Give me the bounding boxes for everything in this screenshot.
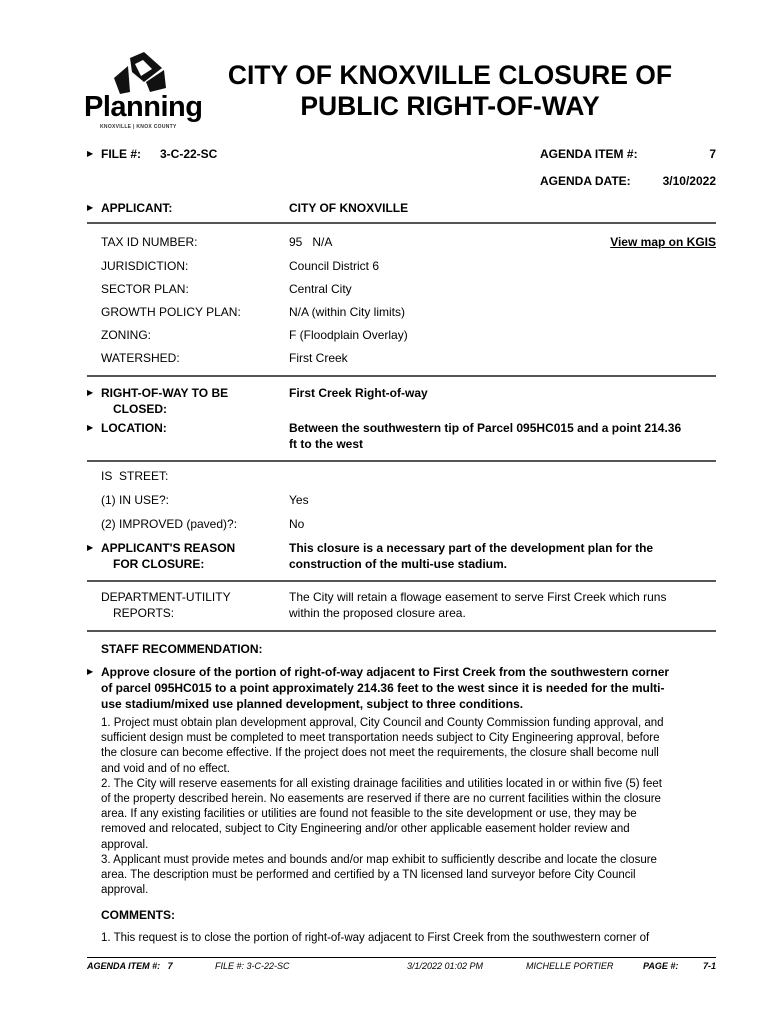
growth-policy-value: N/A (within City limits) <box>289 305 406 319</box>
in-use-label: (1) IN USE?: <box>101 493 170 507</box>
footer-rule <box>87 957 716 958</box>
bullet-arrow-icon: ▶ <box>87 423 94 432</box>
improved-label: (2) IMPROVED (paved)?: <box>101 517 238 531</box>
footer-page-value: 7-1 <box>702 961 716 971</box>
condition-line: area. The description must be performed and certified by a TN licensed land surveyor before City Council <box>101 869 636 882</box>
agenda-item-value: 7 <box>709 147 716 161</box>
footer-file: FILE #: 3-C-22-SC <box>215 961 290 971</box>
bullet-arrow-icon: ▶ <box>87 667 94 676</box>
footer-page-label: PAGE #: <box>643 961 679 971</box>
recommendation-line: Approve closure of the portion of right-of-way adjacent to First Creek from the southwestern corner <box>101 665 670 679</box>
condition-line: sufficient design must be completed to meet transportation needs subject to City Engineering approval, before <box>101 732 660 745</box>
improved-value: No <box>289 517 305 531</box>
watershed-label: WATERSHED: <box>101 351 180 365</box>
page-title <box>200 60 700 122</box>
condition-line: removed and relocated, subject to City Engineering and/or other applicable easement holder review and <box>101 823 630 836</box>
condition-line: and void and of no effect. <box>101 762 230 775</box>
bullet-arrow-icon: ▶ <box>87 203 94 212</box>
reason-value-1: This closure is a necessary part of the development plan for the <box>289 541 654 555</box>
recommendation-line: of parcel 095HC015 to a point approximately 214.36 feet to the west since it is needed for the multi- <box>101 681 665 695</box>
agenda-item-label: AGENDA ITEM #: <box>540 147 638 161</box>
bullet-arrow-icon: ▶ <box>87 543 94 552</box>
growth-policy-label: GROWTH POLICY PLAN: <box>101 305 241 319</box>
row-closed-label-2: CLOSED: <box>113 402 167 416</box>
row-closed-value: First Creek Right-of-way <box>289 386 428 400</box>
dept-value-2: within the proposed closure area. <box>289 606 466 620</box>
logo-subtitle: KNOXVILLE | KNOX COUNTY <box>100 124 177 130</box>
file-value: 3-C-22-SC <box>160 147 218 161</box>
bullet-arrow-icon: ▶ <box>87 149 94 158</box>
condition-line: approval. <box>101 838 149 851</box>
condition-line: of the property described herein. No easements are reserved if there are no current facilities within the closure <box>101 793 661 806</box>
reason-label-1: APPLICANT'S REASON <box>101 541 236 555</box>
condition-line: 1. Project must obtain plan development approval, City Council and County Commission funding approval, and <box>101 717 664 729</box>
jurisdiction-value: Council District 6 <box>289 259 380 273</box>
dept-value-1: The City will retain a flowage easement to serve First Creek which runs <box>289 590 667 604</box>
condition-line: 3. Applicant must provide metes and bounds and/or map exhibit to sufficiently describe and locate the closure <box>101 853 657 866</box>
dept-label-1: DEPARTMENT-UTILITY <box>101 590 231 604</box>
footer-datetime: 3/1/2022 01:02 PM <box>407 961 484 971</box>
location-label: LOCATION: <box>101 421 167 435</box>
location-value-1: Between the southwestern tip of Parcel 095HC015 and a point 214.36 <box>289 421 682 435</box>
applicant-value: CITY OF KNOXVILLE <box>289 201 409 215</box>
file-label: FILE #: <box>101 147 142 161</box>
divider <box>87 630 716 632</box>
sector-plan-label: SECTOR PLAN: <box>101 282 189 296</box>
jurisdiction-label: JURISDICTION: <box>101 259 189 273</box>
agenda-date-value: 3/10/2022 <box>662 174 716 188</box>
dept-label-2: REPORTS: <box>113 606 175 620</box>
recommendation-line: use stadium/mixed use planned development, subject to three conditions. <box>101 697 524 711</box>
divider <box>87 375 716 377</box>
divider <box>87 460 716 462</box>
reason-value-2: construction of the multi-use stadium. <box>289 557 508 571</box>
bullet-arrow-icon: ▶ <box>87 388 94 397</box>
in-use-value: Yes <box>289 493 309 507</box>
zoning-label: ZONING: <box>101 328 151 342</box>
divider <box>87 580 716 582</box>
applicant-label: APPLICANT: <box>101 201 173 215</box>
zoning-value: F (Floodplain Overlay) <box>289 328 408 342</box>
staff-recommendation-heading: STAFF RECOMMENDATION: <box>101 642 263 656</box>
comment-line: 1. This request is to close the portion of right-of-way adjacent to First Creek from the southwestern corner of <box>101 932 650 944</box>
condition-line: the closure can become effective. If the project does not meet the requirements, the closure shall become null <box>101 747 659 760</box>
sector-plan-value: Central City <box>289 282 352 296</box>
location-value-2: ft to the west <box>289 437 363 451</box>
planning-logo <box>84 52 203 132</box>
condition-line: 2. The City will reserve easements for all existing drainage facilities and utilities located in or within five (5) feet <box>101 777 662 790</box>
row-closed-label-1: RIGHT-OF-WAY TO BE <box>101 386 229 400</box>
title-line-2: PUBLIC RIGHT-OF-WAY <box>300 91 600 121</box>
conditions-list <box>101 716 716 898</box>
is-street-label: IS STREET: <box>101 469 169 483</box>
reason-label-2: FOR CLOSURE: <box>113 557 205 571</box>
kgis-map-link[interactable]: View map on KGIS <box>610 235 716 249</box>
watershed-value: First Creek <box>289 351 348 365</box>
logo-word: Planning <box>84 91 203 123</box>
footer-agenda-item: AGENDA ITEM #: 7 <box>87 961 173 971</box>
footer-author: MICHELLE PORTIER <box>526 961 614 971</box>
tax-id-value: 95 N/A <box>289 235 333 249</box>
recommendation-text <box>101 664 716 712</box>
condition-line: area. If any existing facilities or utilities are found not feasible to the site development or use, they may be <box>101 808 637 821</box>
title-line-1: CITY OF KNOXVILLE CLOSURE OF <box>227 60 673 90</box>
tax-id-label: TAX ID NUMBER: <box>101 235 198 249</box>
divider <box>87 222 716 224</box>
agenda-date-label: AGENDA DATE: <box>540 174 631 188</box>
condition-line: approval. <box>101 884 149 897</box>
comments-heading: COMMENTS: <box>101 908 175 922</box>
